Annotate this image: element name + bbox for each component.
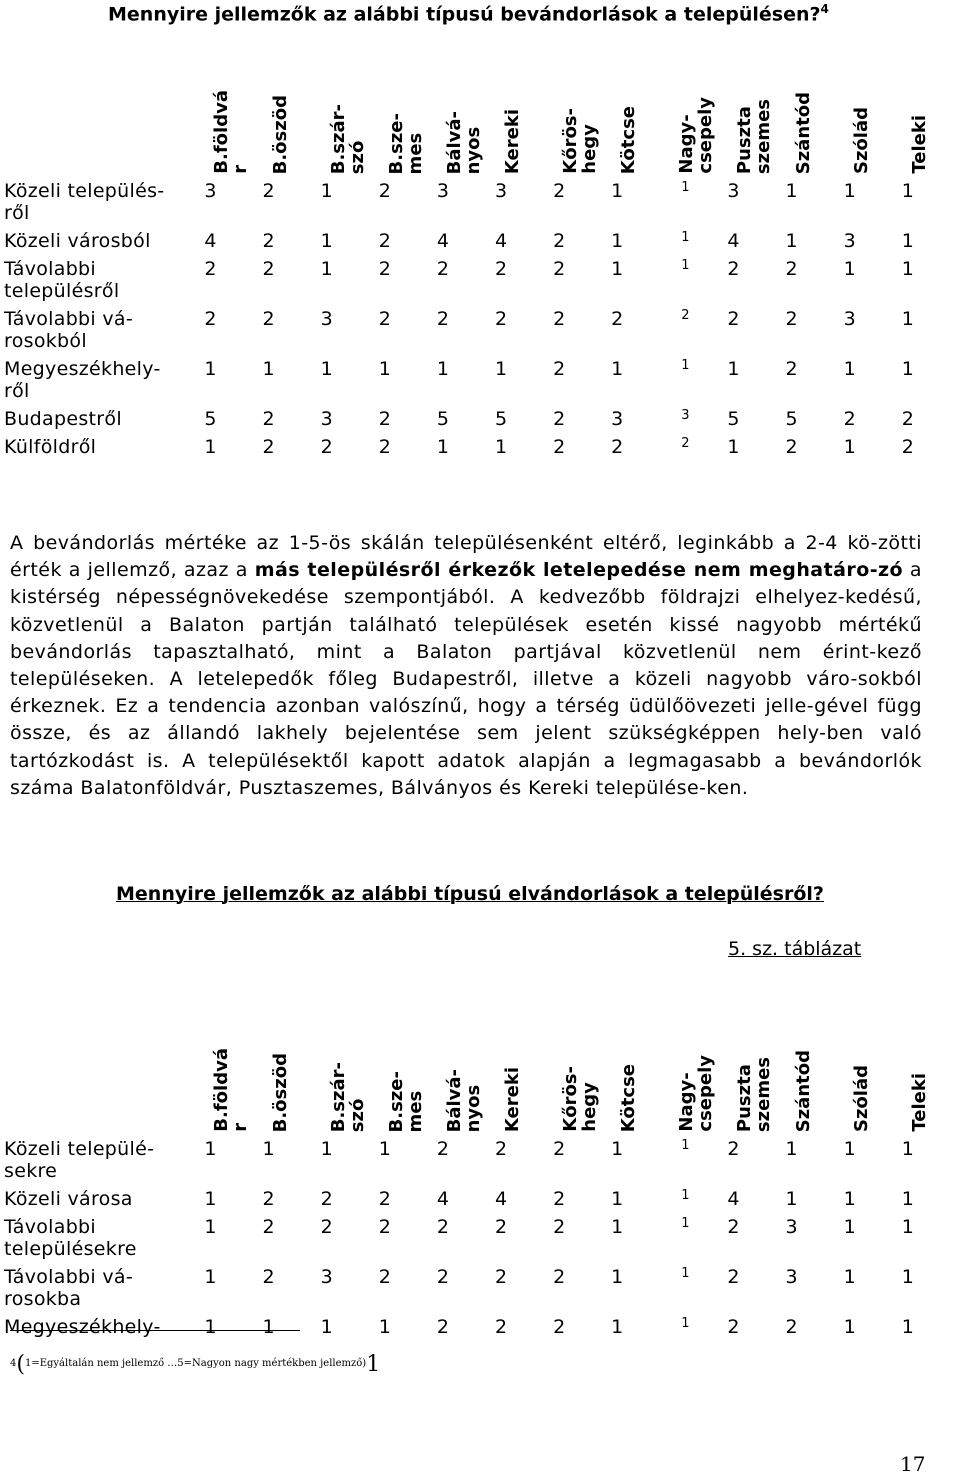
table-cell: 1 [843,358,856,380]
table-cell: 1 [436,436,449,458]
table-cell: 3 [320,308,333,330]
table-cell: 1 [901,1266,914,1288]
column-header [204,988,262,1138]
heading-immigration: Mennyire jellemzők az alábbi típusú bevándorlások a településen?$^4$ [108,2,829,26]
row-label: Távolabbi vá- rosokba [4,1266,133,1310]
table-cell: 1 [681,1188,690,1203]
table-cell: 2 [553,1316,566,1338]
table-cell: 2 [262,436,275,458]
table-cell: 1 [611,258,624,280]
table-cell: 2 [553,408,566,430]
column-header [553,30,611,180]
column-header [553,988,611,1138]
table-cell: 3 [785,1266,798,1288]
table-cell: 2 [494,1216,508,1238]
table-cell: 1 [727,358,740,380]
table-cell: 1 [611,358,624,380]
table-cell: 3 [727,180,740,202]
table-cell: 2 [378,1266,391,1288]
table-cell: 1 [681,258,690,273]
table-cell: 1 [204,358,217,380]
table-cell: 2 [436,1138,449,1160]
column-header-label: Kötcse [618,105,640,174]
table-cell: 1 [901,1138,914,1160]
table-cell: 1 [494,436,508,458]
column-header-label: Kőrös- hegy [560,1066,601,1132]
column-header-label: Kőrös- hegy [560,108,601,174]
table-cell: 2 [611,308,624,330]
column-header-label: Bálvá- nyos [443,1068,484,1132]
table-cell: 4 [436,1188,449,1210]
column-header-label: B.szár- szó [327,103,368,174]
table-cell: 2 [378,308,391,330]
table-cell: 2 [553,1188,566,1210]
table-cell: 5 [494,408,508,430]
column-header [727,30,785,180]
table-cell: 1 [681,358,690,373]
table-cell: 2 [494,1266,508,1288]
table-cell: 2 [320,1216,333,1238]
table-cell: 1 [785,230,798,252]
table-cell: 1 [785,1138,798,1160]
table-row [4,436,960,464]
table-cell: 2 [785,308,798,330]
table-cell: 4 [436,230,449,252]
table-cell: 1 [204,1188,217,1210]
table-cell: 2 [681,308,690,323]
table-cell: 1 [681,180,690,195]
row-label: Megyeszékhely- [4,1316,161,1338]
body-paragraph: A bevándorlás mértéke az 1-5-ös skálán településenként eltérő, leginkább a 2-4 kö-zötti érték a jellemző, azaz a más településről érkezők letelepedése nem meghatáro-zó a kistérség népességnövekedése szempontjából. A kedvezőbb földrajzi elhelyez-kedésű, közvetlenül a Balaton partján található települések esetén kissé nagyobb mértékű bevándorlás tapasztalható, mint a Balaton partjával közvetlenül nem érint-kező településeken. A letelepedők főleg Budapestről, illetve a közeli nagyobb váro-sokból érkeznek. Ez a tendencia azonban valószínű, hogy a térség üdülőövezeti jelle-gével függ össze, és az állandó lakhely bejelentése sem jelent szükségképpen hely-ben való tartózkodást is. A településektől kapott adatok alapján a legmagasabb a bevándorlók száma Balatonföldvár, Pusztaszemes, Bálványos és Kereki települése-ken. [10,532,922,799]
table-cell: 2 [262,308,275,330]
column-header-label: B.szár- szó [327,1061,368,1132]
column-header-label: Nagy- csepely [676,97,717,174]
table-cell: 1 [843,180,856,202]
column-header [495,30,553,180]
column-header [611,30,669,180]
table-row [4,230,960,258]
table-row [4,308,960,358]
table-cell: 1 [611,180,624,202]
emigration-table [4,988,960,1344]
table-cell: 4 [494,230,508,252]
row-label: Távolabbi településekre [4,1216,137,1260]
immigration-table [4,30,960,464]
table-cell: 3 [320,1266,333,1288]
table-cell: 5 [204,408,217,430]
column-header [263,988,321,1138]
table-cell: 1 [843,436,856,458]
row-label: Közeli városból [4,230,151,252]
table-cell: 2 [436,1266,449,1288]
table-cell: 4 [204,230,217,252]
table-cell: 1 [901,230,914,252]
column-header [786,988,844,1138]
table-cell: 2 [553,308,566,330]
table-cell: 2 [727,258,740,280]
table-cell: 1 [320,230,333,252]
table-cell: 2 [553,358,566,380]
table-cell: 2 [494,1138,508,1160]
corner-cell [4,30,204,180]
table-cell: 1 [378,358,391,380]
table-cell: 2 [262,1266,275,1288]
table-cell: 1 [901,358,914,380]
table-cell: 1 [204,1216,217,1238]
table-cell: 2 [494,308,508,330]
table-cell: 2 [681,436,690,451]
table-cell: 1 [901,180,914,202]
table-cell: 2 [494,258,508,280]
column-header-label: B.földvá r [211,1048,252,1132]
table-cell: 5 [436,408,449,430]
table-cell: 3 [843,230,856,252]
column-header [902,30,960,180]
column-header [727,988,785,1138]
table-row [4,1266,960,1316]
row-label: Közeli városa [4,1188,133,1210]
column-header-label: Kötcse [618,1063,640,1132]
table-cell: 1 [727,436,740,458]
column-header-label: Szólád [850,106,872,174]
footnote-ref: 4 [820,2,829,16]
footnote-divider [10,1330,300,1331]
table-cell: 2 [785,258,798,280]
column-header-label: Szántód [792,91,814,174]
table-cell: 2 [378,408,391,430]
table-row [4,1138,960,1188]
table-cell: 1 [262,1316,275,1338]
table-cell: 1 [611,1216,624,1238]
column-header-label: B.sze- mes [385,112,426,174]
table-cell: 3 [436,180,449,202]
table-cell: 2 [262,1216,275,1238]
table-cell: 1 [262,1138,275,1160]
table-caption: 5. sz. táblázat [728,938,862,960]
table-cell: 2 [320,436,333,458]
table-cell: 3 [611,408,624,430]
table-cell: 2 [785,1316,798,1338]
column-header-label: Szántód [792,1049,814,1132]
table-cell: 1 [320,358,333,380]
column-header [611,988,669,1138]
table-cell: 1 [843,258,856,280]
table-cell: 2 [204,258,217,280]
column-header [321,30,379,180]
table-cell: 2 [553,436,566,458]
row-label: Megyeszékhely- ről [4,358,161,402]
column-header-label: Teleki [908,115,930,174]
table-cell: 2 [378,436,391,458]
column-header [379,30,437,180]
column-header-label: Bálvá- nyos [443,110,484,174]
table-cell: 2 [727,1266,740,1288]
table-cell: 1 [494,358,508,380]
table-cell: 5 [785,408,798,430]
table-cell: 1 [901,1188,914,1210]
column-header [902,988,960,1138]
table-cell: 2 [553,1216,566,1238]
table-cell: 3 [785,1216,798,1238]
table-cell: 1 [320,180,333,202]
table-cell: 2 [378,1188,391,1210]
table-cell: 2 [901,408,914,430]
table-cell: 1 [611,230,624,252]
table-cell: 1 [378,1138,391,1160]
table-cell: 1 [681,1316,690,1331]
table-cell: 1 [901,1316,914,1338]
column-header-label: B.földvá r [211,90,252,174]
column-header [437,988,495,1138]
table-cell: 1 [901,308,914,330]
table-cell: 1 [378,1316,391,1338]
column-header [321,988,379,1138]
table-cell: 1 [843,1188,856,1210]
column-header-label: Nagy- csepely [676,1055,717,1132]
table-cell: 1 [320,1138,333,1160]
table-cell: 2 [262,230,275,252]
table-cell: 1 [681,1266,690,1281]
column-header [844,30,902,180]
table-cell: 3 [320,408,333,430]
column-header-label: Szólád [850,1064,872,1132]
table-cell: 2 [727,1138,740,1160]
column-header-label: B.öszöd [269,1052,291,1132]
table-cell: 2 [436,1316,449,1338]
table-cell: 2 [378,180,391,202]
table-cell: 5 [727,408,740,430]
row-label: Távolabbi vá- rosokból [4,308,133,352]
table-row [4,258,960,308]
table-cell: 2 [553,180,566,202]
column-header [669,988,727,1138]
table-row [4,1216,960,1266]
column-header [263,30,321,180]
table-cell: 1 [611,1266,624,1288]
table-cell: 1 [681,1216,690,1231]
row-label: Közeli települé- sekre [4,1138,155,1182]
table-row [4,358,960,408]
table-row [4,1188,960,1216]
column-header-label: Puszta szemes [734,98,775,174]
table-cell: 2 [262,258,275,280]
column-header [437,30,495,180]
table-cell: 1 [204,436,217,458]
table-cell: 1 [901,258,914,280]
row-label: Külföldről [4,436,97,458]
column-header-label: Teleki [908,1073,930,1132]
column-header-label: B.sze- mes [385,1070,426,1132]
table-row [4,180,960,230]
table-cell: 1 [611,1138,624,1160]
table-cell: 2 [785,436,798,458]
table-cell: 2 [378,1216,391,1238]
table-cell: 2 [553,1266,566,1288]
column-header [204,30,262,180]
table-cell: 1 [681,230,690,245]
table-cell: 2 [320,1188,333,1210]
row-label: Távolabbi településről [4,258,120,302]
column-header [669,30,727,180]
table-cell: 1 [320,1316,333,1338]
table-cell: 2 [262,180,275,202]
table-cell: 2 [436,1216,449,1238]
table-cell: 2 [494,1316,508,1338]
table-cell: 4 [494,1188,508,1210]
table-cell: 3 [204,180,217,202]
table-cell: 1 [843,1316,856,1338]
page-number: 17 [900,1452,926,1476]
table-cell: 1 [262,358,275,380]
table-cell: 4 [727,1188,740,1210]
table-cell: 2 [553,1138,566,1160]
table-cell: 2 [436,308,449,330]
table-cell: 3 [494,180,508,202]
table-cell: 2 [378,230,391,252]
table-cell: 1 [204,1316,217,1338]
table-cell: 2 [436,258,449,280]
table-row [4,408,960,436]
column-header [495,988,553,1138]
table-cell: 2 [262,1188,275,1210]
table-cell: 2 [785,358,798,380]
table-cell: 2 [553,230,566,252]
heading-emigration: Mennyire jellemzők az alábbi típusú elvándorlások a településről? [116,883,824,905]
table-cell: 1 [320,258,333,280]
table-cell: 1 [436,358,449,380]
column-header-label: B.öszöd [269,94,291,174]
row-label: Közeli település- ről [4,180,165,224]
table-cell: 1 [204,1138,217,1160]
table-cell: 1 [785,180,798,202]
table-cell: 2 [727,1316,740,1338]
table-cell: 2 [727,1216,740,1238]
table-cell: 2 [553,258,566,280]
table-cell: 1 [204,1266,217,1288]
column-header [786,30,844,180]
column-header-label: Puszta szemes [734,1056,775,1132]
table-cell: 2 [727,308,740,330]
table-cell: 3 [681,408,690,423]
table-cell: 1 [843,1138,856,1160]
table-cell: 2 [378,258,391,280]
table-cell: 2 [204,308,217,330]
table-cell: 4 [727,230,740,252]
table-cell: 2 [901,436,914,458]
table-cell: 1 [785,1188,798,1210]
column-header [844,988,902,1138]
table-cell: 1 [681,1138,690,1153]
table-cell: 3 [843,308,856,330]
table-cell: 1 [611,1316,624,1338]
table-cell: 2 [843,408,856,430]
footnote: $^4$($^{1=Egyáltalán nem jellemző \dots 5=Nagyon nagy mértékben jellemző)}$1 [10,1352,381,1377]
table-cell: 1 [901,1216,914,1238]
table-cell: 1 [611,1188,624,1210]
table-cell: 1 [843,1216,856,1238]
table-cell: 2 [262,408,275,430]
row-label: Budapestről [4,408,122,430]
column-header-label: Kereki [501,1066,523,1132]
column-header-label: Kereki [501,108,523,174]
column-header [379,988,437,1138]
corner-cell [4,988,204,1138]
table-cell: 1 [843,1266,856,1288]
table-cell: 2 [611,436,624,458]
